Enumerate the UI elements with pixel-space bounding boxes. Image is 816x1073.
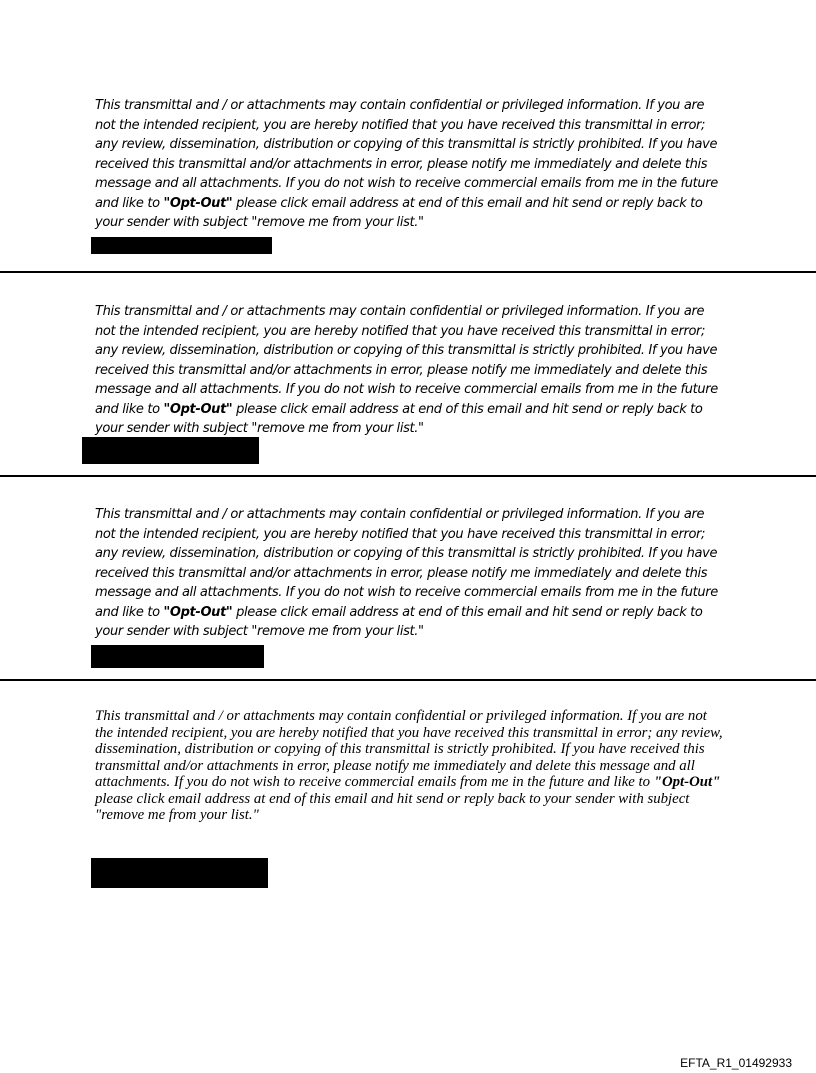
disclaimer-text-part: This transmittal and / or attachments may contain confidential or privileged information. If you are not the intended recipient, you are hereby notified that you have received this transmittal in error; any review, dissemination, distribution or copying of this transmittal is strictly prohibited. If you have received this transmittal and/or attachments in error, please notify me immediately and delete this message and all attachments. If you do not wish to receive commercial emails from me in the future and like to [95, 98, 718, 211]
disclaimer-text-part: please click email address at end of this email and hit send or reply back to your sender with subject "remove me from your list." [95, 790, 690, 823]
separator-line [0, 475, 816, 477]
separator-line [0, 679, 816, 681]
redaction-box [91, 237, 272, 254]
document-id: EFTA_R1_01492933 [680, 1056, 792, 1070]
disclaimer-block-2 [95, 302, 725, 439]
disclaimer-text [95, 505, 725, 642]
disclaimer-text-part: please click email address at end of this email and hit send or reply back to your sender with subject "remove me from your list." [95, 401, 703, 436]
disclaimer-block-1 [95, 96, 725, 233]
disclaimer-text-part: please click email address at end of this email and hit send or reply back to your sender with subject "remove me from your list." [95, 604, 703, 639]
disclaimer-block-4 [95, 708, 725, 824]
disclaimer-text-part: This transmittal and / or attachments may contain confidential or privileged information. If you are not the intended recipient, you are hereby notified that you have received this transmittal in error; any review, dissemination, distribution or copying of this transmittal is strictly prohibited. If you have received this transmittal and/or attachments in error, please notify me immediately and delete this message and all attachments. If you do not wish to receive commercial emails from me in the future and like to [95, 507, 718, 620]
redaction-box [82, 437, 259, 464]
disclaimer-text-part: This transmittal and / or attachments may contain confidential or privileged information. If you are not the intended recipient, you are hereby notified that you have received this transmittal in error; any review, dissemination, distribution or copying of this transmittal is strictly prohibited. If you have received this transmittal and/or attachments in error, please notify me immediately and delete this message and all attachments. If you do not wish to receive commercial emails from me in the future and like to [95, 304, 718, 417]
disclaimer-block-3 [95, 505, 725, 642]
disclaimer-text-part: please click email address at end of this email and hit send or reply back to your sender with subject "remove me from your list." [95, 195, 703, 230]
disclaimer-text [95, 302, 725, 439]
disclaimer-text-part: This transmittal and / or attachments may contain confidential or privileged information. If you are not the intended recipient, you are hereby notified that you have received this transmittal in error; any review, dissemination, distribution or copying of this transmittal is strictly prohibited. If you have received this transmittal and/or attachments in error, please notify me immediately and delete this message and all attachments. If you do not wish to receive commercial emails from me in the future and like to [95, 708, 723, 790]
redaction-box [91, 858, 268, 888]
opt-out-emphasis: "Opt-Out" [163, 401, 233, 417]
disclaimer-text [95, 708, 725, 824]
opt-out-emphasis: "Opt-Out" [163, 195, 233, 211]
redaction-box [91, 645, 264, 668]
disclaimer-text [95, 96, 725, 233]
separator-line [0, 271, 816, 273]
opt-out-emphasis: "Opt-Out" [163, 604, 233, 620]
opt-out-emphasis: "Opt-Out" [653, 774, 721, 790]
